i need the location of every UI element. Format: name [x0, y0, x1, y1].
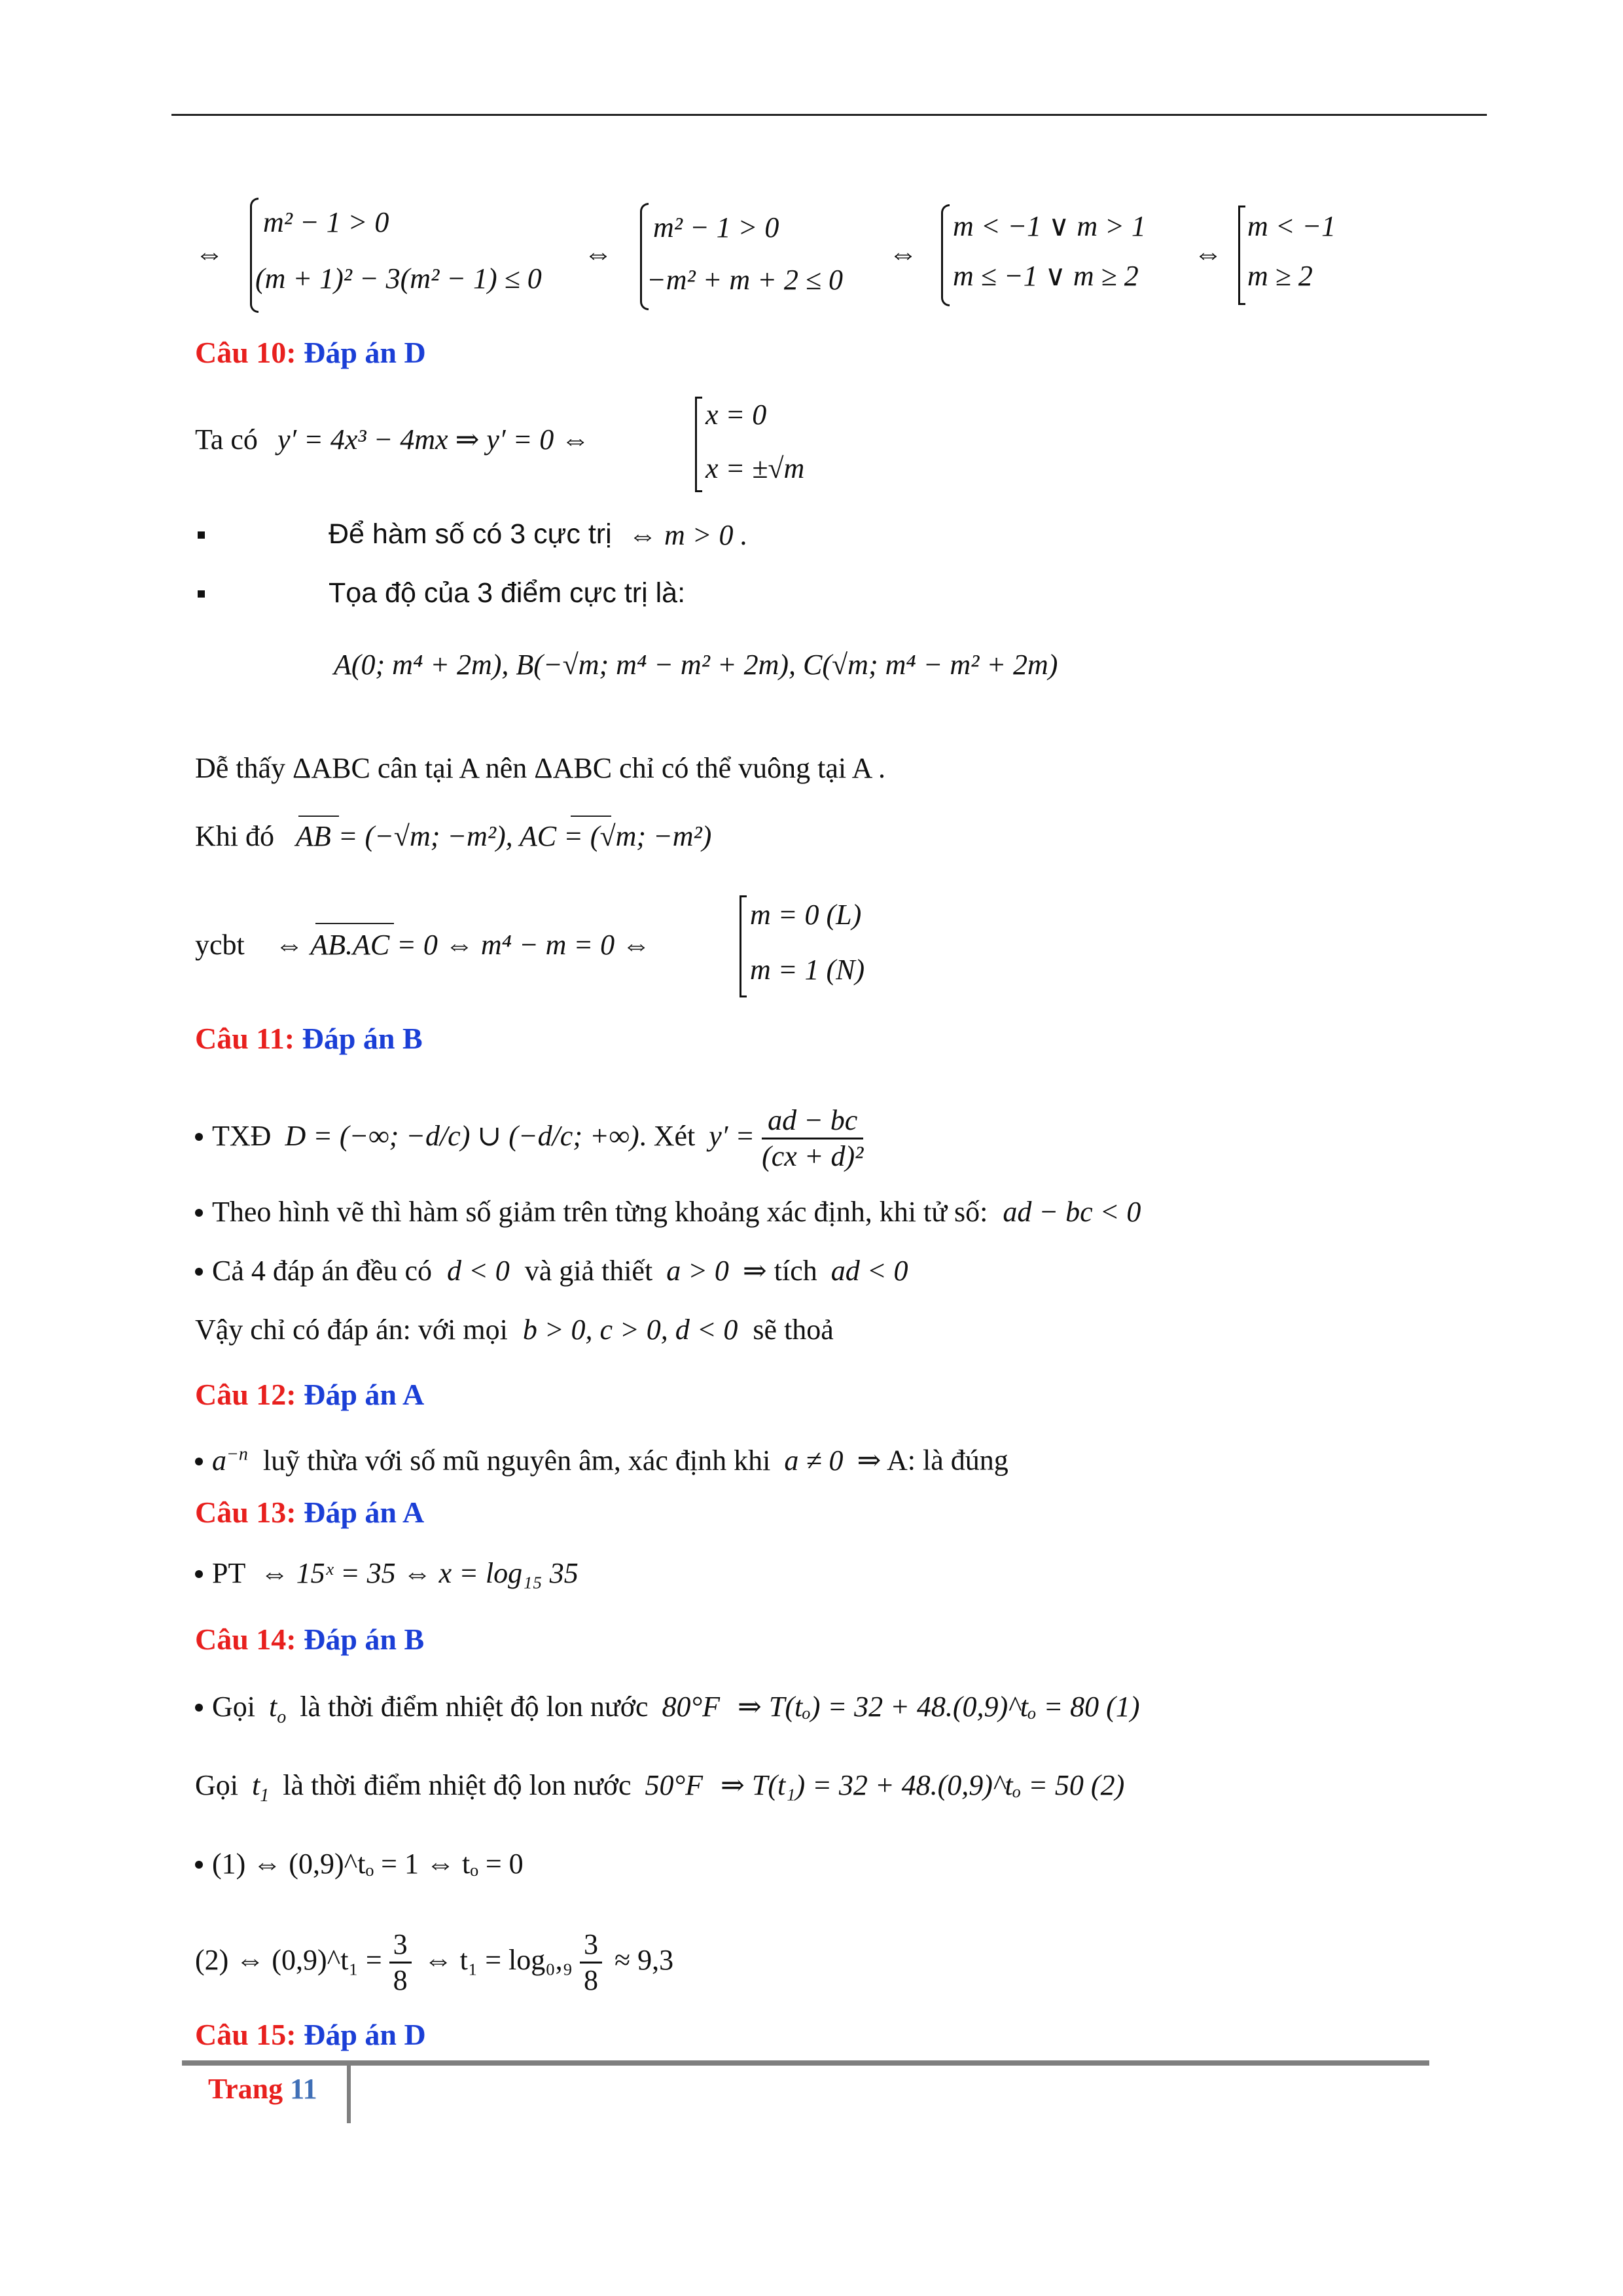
q14-line-1: [195, 1690, 1140, 1734]
system3-brace: [941, 204, 950, 306]
conclusion-text-b: sẽ thoả: [753, 1314, 834, 1346]
q14-l4-end: ≈ 9,3: [614, 1944, 674, 1976]
footer-label: Trang: [208, 2073, 283, 2105]
q14-line-3: [195, 1847, 524, 1881]
derivative-intro: Ta có: [195, 423, 258, 456]
bullet-dot: [195, 1268, 203, 1276]
a-power-neg-n: $a^{-n}$: [212, 1444, 248, 1477]
vector-arrow-ac: [571, 816, 611, 817]
q12-text: luỹ thừa với số mũ nguyên âm, xác định khi: [262, 1444, 771, 1477]
q12-condition: a ≠ 0: [784, 1444, 844, 1477]
question-10-heading: [195, 335, 426, 370]
footer-rule: [182, 2060, 1429, 2066]
domain-label: TXĐ: [212, 1120, 272, 1152]
system4-line2: m ≥ 2: [1247, 260, 1313, 292]
three-eighths-fraction: [389, 1928, 412, 1998]
header-rule: [171, 114, 1487, 116]
question-label: Câu 11:: [195, 1022, 295, 1055]
system1-brace: [250, 198, 259, 313]
bullet-dot: [195, 1133, 203, 1141]
question-11-heading: [195, 1021, 423, 1056]
answer-label: Đáp án A: [304, 1496, 425, 1529]
ycbt-bracket: [740, 895, 747, 997]
bullet-dot: [195, 1704, 203, 1712]
fraction-denominator: (cx + d)²: [762, 1140, 864, 1173]
system3-line2: m ≤ −1 ∨ m ≥ 2: [953, 260, 1139, 292]
bullet-square: [198, 590, 205, 598]
q11-conclusion: [195, 1313, 834, 1347]
iff-symbol: ⇔: [195, 238, 224, 270]
sign-text-b: và giả thiết: [524, 1255, 653, 1287]
question-14-heading: [195, 1622, 424, 1657]
bullet-dot: [195, 1458, 203, 1465]
ycbt-case-1: m = 0 (L): [750, 899, 862, 931]
derivative-formula: y′ = 4x³ − 4mx ⇒ y′ = 0 ⇔: [277, 423, 590, 456]
q14-l2-a: Gọi: [195, 1769, 238, 1801]
sign-line: [195, 1254, 908, 1288]
root-case-1: x = 0: [705, 399, 767, 431]
vectors-formula: AB = (−√m; −m²), AC = (√m; −m²): [296, 820, 712, 852]
q14-l1-b: là thời điểm nhiệt độ lon nước: [300, 1691, 649, 1723]
decreasing-line: [195, 1195, 1141, 1229]
ycbt-formula: ⇔ AB.AC = 0 ⇔ m⁴ − m = 0 ⇔: [275, 929, 651, 961]
q14-l3-math: (1) ⇔ (0,9)^tₒ = 1 ⇔ tₒ = 0: [212, 1848, 524, 1880]
footer-divider: [347, 2066, 351, 2123]
domain-line: [195, 1090, 863, 1182]
answer-label: Đáp án D: [304, 2018, 426, 2051]
extrema-coordinates-text: Tọa độ của 3 điểm cực trị là:: [329, 577, 686, 609]
derivative-fraction: [762, 1103, 863, 1174]
iff-symbol: ⇔: [584, 238, 613, 270]
q14-line-4: [195, 1918, 673, 2003]
q14-l1-temp: 80°F: [662, 1691, 721, 1723]
question-12-heading: [195, 1377, 424, 1412]
q13-line: [195, 1556, 579, 1590]
t-o-symbol: $t_o$: [269, 1691, 287, 1727]
extrema-points: A(0; m⁴ + 2m), B(−√m; m⁴ − m² + 2m), C(√m; m⁴ − m² + 2m): [334, 649, 1058, 681]
q13-label: PT: [212, 1557, 245, 1589]
bullet-dot: [195, 1570, 203, 1578]
t-1-symbol: $t_1$: [252, 1769, 270, 1806]
ycbt-label: ycbt: [195, 929, 245, 961]
fraction-numerator: 3: [580, 1928, 602, 1964]
extrema-condition-text: Để hàm số có 3 cực trị: [329, 518, 612, 550]
system4-line1: m < −1: [1247, 210, 1336, 242]
q14-l1-a: Gọi: [212, 1691, 255, 1723]
sign-math-ad: ad < 0: [830, 1255, 908, 1287]
roots-bracket: [695, 397, 702, 492]
system1-line1: m² − 1 > 0: [263, 206, 389, 238]
decreasing-math: ad − bc < 0: [1003, 1196, 1141, 1228]
question-label: Câu 10:: [195, 336, 296, 369]
fraction-denominator: 8: [393, 1964, 408, 1997]
q14-l4-mid: ⇔ t₁ = log₀,₉: [423, 1944, 573, 1976]
extrema-condition-math: ⇔ m > 0 .: [628, 519, 748, 551]
system2-line1: m² − 1 > 0: [653, 211, 779, 243]
domain-formula: D = (−∞; −d/c) ∪ (−d/c; +∞): [285, 1120, 639, 1152]
y-prime-label: y′ =: [709, 1120, 755, 1152]
iff-symbol: ⇔: [889, 238, 918, 270]
page-footer: [208, 2072, 317, 2106]
system1-line2: (m + 1)² − 3(m² − 1) ≤ 0: [255, 262, 542, 295]
vector-arrow-ab: [298, 816, 339, 817]
question-label: Câu 12:: [195, 1378, 296, 1411]
answer-label: Đáp án A: [304, 1378, 425, 1411]
fraction-numerator: 3: [389, 1928, 412, 1964]
q14-line-2: [195, 1768, 1124, 1813]
fraction-numerator: ad − bc: [762, 1103, 863, 1139]
system2-line2: −m² + m + 2 ≤ 0: [647, 264, 843, 296]
bullet-dot: [195, 1861, 203, 1869]
ycbt-case-2: m = 1 (N): [750, 954, 865, 986]
answer-label: Đáp án D: [304, 336, 426, 369]
root-case-2: x = ±√m: [705, 452, 805, 484]
question-13-heading: [195, 1495, 424, 1530]
question-label: Câu 13:: [195, 1496, 296, 1529]
q13-math: ⇔ 15ˣ = 35 ⇔ x = log₁₅ 35: [260, 1557, 579, 1589]
question-label: Câu 14:: [195, 1623, 296, 1656]
page-number: 11: [290, 2073, 317, 2105]
vector-arrow-ab-ac: [315, 923, 394, 924]
sign-math-a: a > 0: [666, 1255, 729, 1287]
conclusion-math: b > 0, c > 0, d < 0: [522, 1314, 738, 1346]
question-label: Câu 15:: [195, 2018, 296, 2051]
triangle-statement: Dễ thấy ΔABC cân tại A nên ΔABC chỉ có thể vuông tại A .: [195, 752, 886, 784]
q12-line: [195, 1437, 1008, 1478]
three-eighths-fraction: [580, 1928, 602, 1998]
domain-xet: . Xét: [639, 1120, 696, 1152]
sign-math-d: d < 0: [447, 1255, 510, 1287]
answer-label: Đáp án B: [302, 1022, 423, 1055]
q14-l2-b: là thời điểm nhiệt độ lon nước: [283, 1769, 632, 1801]
answer-label: Đáp án B: [304, 1623, 425, 1656]
conclusion-text-a: Vậy chỉ có đáp án: với mọi: [195, 1314, 508, 1346]
bullet-dot: [195, 1209, 203, 1217]
q14-l4-left: (2) ⇔ (0,9)^t₁ =: [195, 1944, 382, 1976]
q14-l2-math: ⇒ T(t₁) = 32 + 48.(0,9)^tₒ = 50 (2): [721, 1769, 1125, 1801]
system4-bracket: [1238, 206, 1245, 305]
iff-symbol: ⇔: [1194, 238, 1222, 270]
question-15-heading: [195, 2017, 426, 2052]
bullet-square: [198, 531, 205, 539]
sign-text-a: Cả 4 đáp án đều có: [212, 1255, 432, 1287]
fraction-denominator: 8: [583, 1964, 598, 1997]
system3-line1: m < −1 ∨ m > 1: [953, 210, 1146, 242]
vectors-intro: Khi đó: [195, 820, 274, 852]
sign-text-c: ⇒ tích: [742, 1255, 817, 1287]
q14-l1-math: ⇒ T(tₒ) = 32 + 48.(0,9)^tₒ = 80 (1): [738, 1691, 1140, 1723]
decreasing-text: Theo hình vẽ thì hàm số giảm trên từng khoảng xác định, khi tử số:: [212, 1196, 988, 1228]
q12-result: ⇒ A: là đúng: [857, 1444, 1008, 1477]
q14-l2-temp: 50°F: [645, 1769, 704, 1801]
